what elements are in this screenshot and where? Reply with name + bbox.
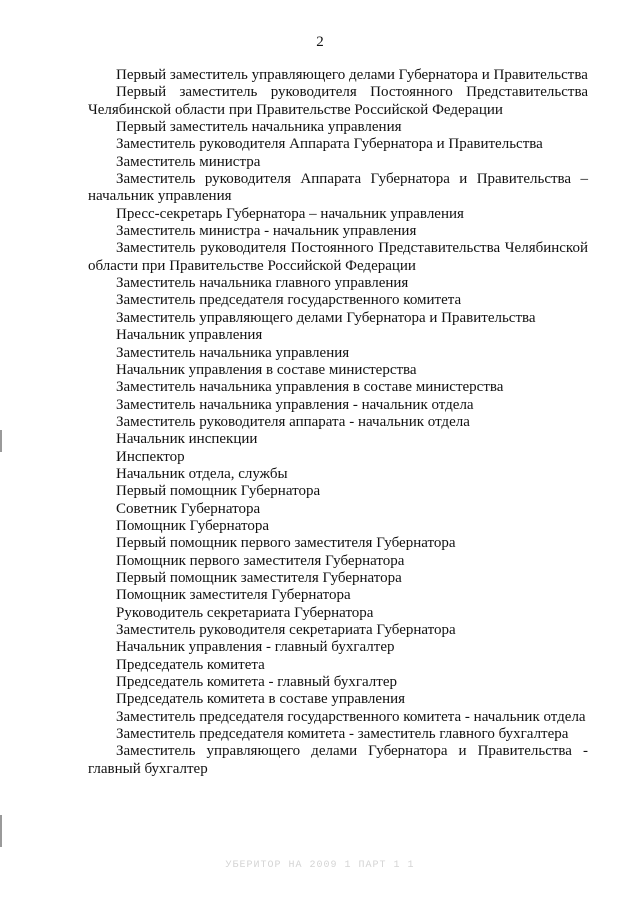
list-item: Председатель комитета bbox=[116, 656, 265, 673]
list-item: Заместитель руководителя секретариата Губернатора bbox=[116, 622, 456, 638]
list-item: Инспектор bbox=[116, 448, 185, 465]
list-item: Первый заместитель начальника управления bbox=[116, 119, 402, 136]
scan-edge-mark bbox=[0, 430, 2, 452]
list-item: Заместитель начальника управления - начальник отдела bbox=[116, 396, 474, 413]
list-item: Советник Губернатора bbox=[116, 500, 261, 517]
list-item: Первый заместитель управляющего делами Губернатора и Правительства bbox=[116, 67, 588, 83]
list-item: Первый помощник первого заместителя Губернатора bbox=[116, 535, 456, 552]
page-number: 2 bbox=[316, 34, 324, 50]
list-item: Заместитель руководителя аппарата - начальник отдела bbox=[116, 413, 470, 430]
list-item: Заместитель руководителя Аппарата Губернатора и Правительства bbox=[116, 136, 543, 153]
list-item: Заместитель руководителя Аппарата Губернатора и Правительства – начальник управления bbox=[88, 171, 588, 205]
list-item: Начальник управления в составе министерства bbox=[116, 361, 417, 378]
list-item: Помощник первого заместителя Губернатора bbox=[116, 552, 405, 569]
list-item: Первый помощник заместителя Губернатора bbox=[116, 569, 402, 586]
position-list bbox=[88, 67, 588, 778]
list-item: Председатель комитета - главный бухгалтер bbox=[116, 674, 397, 691]
list-item: Заместитель начальника управления в составе министерства bbox=[116, 379, 504, 396]
list-item: Помощник заместителя Губернатора bbox=[116, 587, 351, 604]
list-item: Начальник управления bbox=[116, 327, 263, 344]
list-item: Первый заместитель руководителя Постоянного Представительства Челябинской области при Правительстве Российской Федерации bbox=[88, 84, 588, 118]
list-item: Помощник Губернатора bbox=[116, 517, 269, 534]
list-item: Заместитель председателя комитета - заместитель главного бухгалтера bbox=[116, 726, 569, 743]
list-item: Заместитель управляющего делами Губернатора и Правительства - главный бухгалтер bbox=[88, 743, 588, 777]
list-item: Заместитель председателя государственного комитета bbox=[116, 292, 462, 309]
list-item: Заместитель начальника главного управления bbox=[116, 275, 409, 292]
list-item: Начальник управления - главный бухгалтер bbox=[116, 639, 395, 656]
list-item: Пресс-секретарь Губернатора – начальник управления bbox=[116, 205, 464, 222]
list-item: Руководитель секретариата Губернатора bbox=[116, 604, 374, 621]
list-item: Заместитель руководителя Постоянного Представительства Челябинской области при Правительстве Российской Федерации bbox=[88, 240, 588, 274]
footer-stamp: УБЕРИТОР НА 2009 1 ПАРТ 1 1 bbox=[225, 860, 415, 871]
list-item: Заместитель начальника управления bbox=[116, 344, 350, 361]
list-item: Заместитель управляющего делами Губернатора и Правительства bbox=[116, 309, 536, 326]
scan-edge-mark bbox=[0, 815, 2, 847]
list-item: Начальник инспекции bbox=[116, 431, 258, 448]
list-item: Первый помощник Губернатора bbox=[116, 483, 321, 500]
list-item: Председатель комитета в составе управления bbox=[116, 691, 406, 708]
list-item: Заместитель председателя государственного комитета - начальник отдела bbox=[116, 708, 586, 725]
list-item: Заместитель министра bbox=[116, 153, 261, 170]
list-item: Начальник отдела, службы bbox=[116, 465, 288, 482]
list-item: Заместитель министра - начальник управления bbox=[116, 223, 417, 240]
